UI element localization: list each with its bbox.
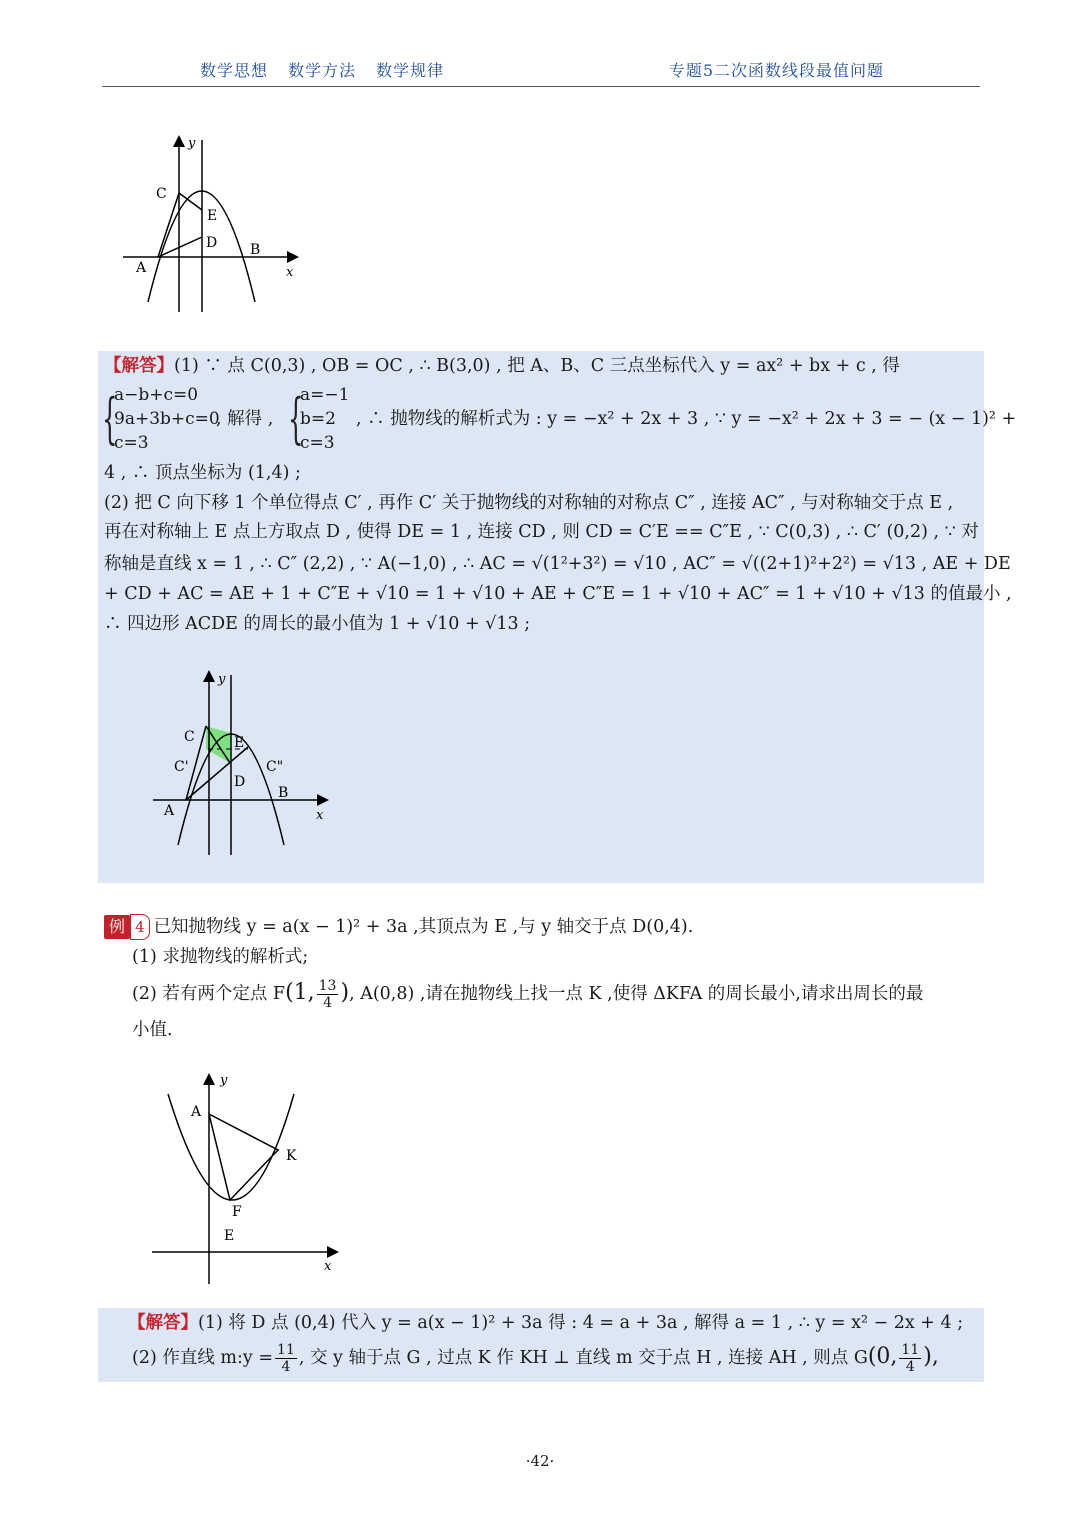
label-y: y	[188, 136, 196, 151]
label-y: y	[220, 1073, 228, 1088]
label-f: F	[232, 1204, 242, 1220]
label-c-prime: C'	[174, 759, 189, 775]
triangle-kfa	[209, 1114, 278, 1200]
system-2-eq-2: b=2	[300, 409, 336, 429]
label-d: D	[234, 774, 246, 790]
segment-ad	[158, 237, 202, 257]
label-x: x	[324, 1259, 332, 1274]
solution-1-line-7: + CD + AC = AE + 1 + C″E + √10 = 1 + √10 + AE + C″E = 1 + √10 + AC″ = 1 + √10 + √13 的值最小 ,	[104, 584, 1012, 604]
example-badge: 例	[104, 915, 130, 939]
solution-2-tag: 【解答】	[128, 1313, 198, 1333]
label-x: x	[286, 265, 294, 280]
system-2-eq-3: c=3	[300, 433, 335, 453]
label-a: A	[136, 260, 147, 276]
label-b: B	[250, 242, 261, 258]
s2-fraction-2	[899, 1342, 921, 1375]
example-4-stem-line	[104, 914, 693, 940]
solution-1-line-3: 4 , ∴ 顶点坐标为 (1,4) ;	[104, 463, 301, 483]
s2-frac1-den: 4	[281, 1359, 291, 1375]
s2-paren-close: ),	[923, 1344, 939, 1369]
label-e: E	[207, 208, 218, 224]
solution-2-line-1: (1) 将 D 点 (0,4) 代入 y = a(x − 1)² + 3a 得 : 4 = a + 3a , 解得 a = 1 , ∴ y = x² − 2x + 4 ;	[198, 1313, 964, 1333]
label-c-double-prime: C"	[266, 759, 284, 775]
example-4-q1: (1) 求抛物线的解析式;	[132, 947, 309, 967]
label-d: D	[206, 235, 218, 251]
s2-paren-open: (0,	[867, 1344, 898, 1369]
solution-1-line-1: (1) ∵ 点 C(0,3) , OB = OC , ∴ B(3,0) , 把 A、B、C 三点坐标代入 y = ax² + bx + c , 得	[174, 356, 900, 376]
segment-ac	[158, 193, 179, 257]
s2-fraction-1	[275, 1342, 297, 1375]
system-1	[114, 383, 220, 455]
system-2-eq-1: a=−1	[300, 385, 350, 405]
label-k: K	[286, 1148, 297, 1164]
solution-1-box: 【解答】(1) ∵ 点 C(0,3) , OB = OC , ∴ B(3,0) , 把 A、B、C 三点坐标代入 y = ax² + bx + c , 得 { a−b+c=0 9a+3b+c=0 c=3 , 解得 , { a=−1 b=2 c=3 , ∴ 抛物线的解析式为 : y = −x² + 2x + 3 , ∵ y = −x² + 2x + 3 = − (x − 1)² + 4 , ∴ 顶点坐标为 (1,4) ; (2) 把 C 向下移 1 个单位得点 C′ , 再作 C′ 关于抛物线的对称轴的对称点 C″ , 连接 AC″ , 与对称轴交于点 E , 再在对称轴上 E 点上方取点 D , 使得 DE = 1 , 连接 CD , 则 CD = C′E == C″E , ∵ C(0,3) , ∴ C′ (0,2) , ∵ 对 称轴是直线 x = 1 , ∴ C″ (2,2) , ∵ A(−1,0) , ∴ AC = √(1²+3²) = √10 , AC″ = √((2+1)²+2²) = √13 , AE + DE + CD + AC = AE + 1 + C″E + √10 = 1 + √10 + AE + C″E = 1 + √10 + AC″ = 1 + √10 + √13 的值最小 , ∴ 四边形 ACDE 的周长的最小值为 1 + √10 + √13 ; y x A B C C' C" D E	[98, 351, 984, 883]
example-4-q2-line	[132, 978, 923, 1018]
label-e: E	[224, 1228, 235, 1244]
header-right: 专题5二次函数线段最值问题	[668, 61, 884, 80]
solution-1-line-8: ∴ 四边形 ACDE 的周长的最小值为 1 + √10 + √13 ;	[104, 614, 531, 634]
label-b: B	[278, 785, 289, 801]
system-1-tail: , 解得 ,	[216, 409, 274, 429]
s2-line2-prefix: (2) 作直线 m:y =	[132, 1348, 274, 1368]
solution-1-line-5: 再在对称轴上 E 点上方取点 D , 使得 DE = 1 , 连接 CD , 则 CD = C′E == C″E , ∵ C(0,3) , ∴ C′ (0,2) , ∵ 对	[104, 522, 979, 542]
label-e: E	[234, 735, 245, 751]
page-number: ·42·	[525, 1452, 555, 1470]
q2-post: , A(0,8) ,请在抛物线上找一点 K ,使得 ΔKFA 的周长最小,请求出周长的最	[349, 984, 924, 1004]
s2-frac2-num: 11	[901, 1342, 920, 1358]
system-1-eq-1: a−b+c=0	[114, 385, 199, 405]
q2-paren-open: (1,	[285, 980, 315, 1005]
page-header	[102, 56, 980, 87]
solution-1-line-6: 称轴是直线 x = 1 , ∴ C″ (2,2) , ∵ A(−1,0) , ∴ AC = √(1²+3²) = √10 , AC″ = √((2+1)²+2²) = √13 , AE + DE	[104, 554, 1011, 574]
figure-1-parabola	[118, 130, 308, 320]
s2-frac1-num: 11	[277, 1342, 295, 1358]
system-1-eq-2: 9a+3b+c=0	[114, 409, 220, 429]
s2-frac2-den: 4	[905, 1359, 915, 1375]
solution-2-box	[98, 1308, 984, 1382]
system-1-eq-3: c=3	[114, 433, 149, 453]
figure-3-parabola	[148, 1066, 348, 1288]
label-c: C	[184, 729, 195, 745]
system-2	[300, 383, 349, 455]
q2-prefix: (2) 若有两个定点 F	[132, 984, 286, 1004]
label-a: A	[191, 1104, 202, 1120]
figure-2-parabola	[148, 663, 388, 863]
q2-fraction	[317, 978, 339, 1011]
solution-1-line-4: (2) 把 C 向下移 1 个单位得点 C′ , 再作 C′ 关于抛物线的对称轴的对称点 C″ , 连接 AC″ , 与对称轴交于点 E ,	[104, 493, 954, 513]
s2-line2-mid: , 交 y 轴于点 G , 过点 K 作 KH ⊥ 直线 m 交于点 H , 连接 AH , 则点 G	[298, 1348, 868, 1368]
q2-paren-close: )	[340, 980, 350, 1005]
header-left: 数学思想 数学方法 数学规律	[200, 61, 445, 80]
parabola-curve	[168, 1094, 294, 1200]
solution-2-line-2	[132, 1342, 939, 1380]
label-c: C	[156, 186, 167, 202]
example-4-q2-end: 小值.	[132, 1020, 173, 1040]
q2-frac-den: 4	[323, 995, 333, 1011]
example-number: 4	[130, 914, 150, 940]
label-x: x	[316, 808, 324, 823]
system-2-tail: , ∴ 抛物线的解析式为 : y = −x² + 2x + 3 , ∵ y = −x² + 2x + 3 = − (x − 1)² +	[356, 409, 1017, 429]
label-y: y	[218, 672, 226, 687]
label-a: A	[164, 803, 175, 819]
solution-1-tag: 【解答】	[104, 356, 174, 376]
q2-frac-num: 13	[318, 978, 337, 994]
example-4-stem: 已知抛物线 y = a(x − 1)² + 3a ,其顶点为 E ,与 y 轴交于点 D(0,4).	[153, 917, 694, 937]
